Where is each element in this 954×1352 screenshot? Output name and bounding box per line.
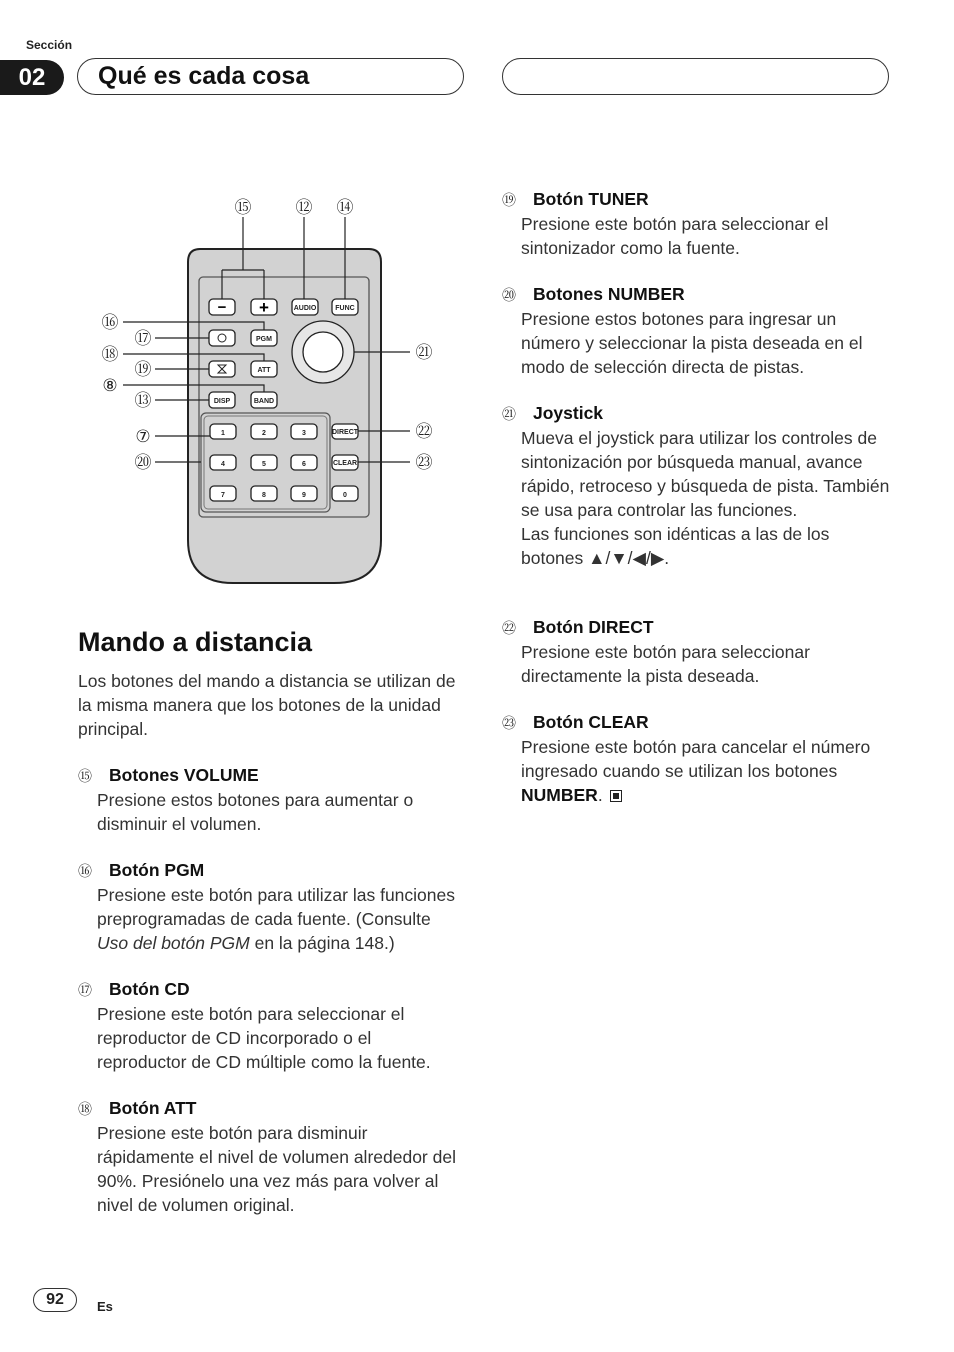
item-body: Presione este botón para cancelar el número ingresado cuando se utilizan los botones NUMBER. bbox=[521, 737, 871, 805]
callout-8: ⑧ bbox=[102, 376, 118, 395]
item-cd bbox=[78, 977, 462, 1074]
disp-label: DISP bbox=[213, 398, 231, 405]
item-number: ⑰ bbox=[78, 982, 92, 998]
callout-16: ⑯ bbox=[101, 313, 119, 332]
section-number: 02 bbox=[0, 60, 64, 95]
number-key-label: 6 bbox=[302, 461, 306, 468]
item-body: Presione este botón para seleccionar el reproductor de CD incorporado o el reproductor de CD múltiple como la fuente. bbox=[97, 1004, 431, 1072]
number-key-label: 9 bbox=[302, 492, 306, 499]
item-title: Botón ATT bbox=[109, 1098, 197, 1118]
callout-20: ⑳ bbox=[134, 453, 152, 472]
clear-label: CLEAR bbox=[332, 460, 358, 467]
number-key-label: 7 bbox=[221, 492, 225, 499]
item-title: Botón CD bbox=[109, 979, 190, 999]
item-body: Mueva el joystick para utilizar los controles de sintonización por búsqueda manual, avance rápido, retroceso y búsqueda de pista. También se usa para controlar las funciones. bbox=[521, 428, 890, 520]
number-key-label: 5 bbox=[262, 461, 266, 468]
intro-paragraph: Los botones del mando a distancia se utilizan de la misma manera que los botones de la unidad principal. bbox=[78, 671, 456, 739]
callout-18: ⑱ bbox=[101, 345, 119, 364]
item-att bbox=[78, 1096, 462, 1217]
page-title: Qué es cada cosa bbox=[98, 62, 310, 90]
callout-22: ㉒ bbox=[415, 422, 433, 441]
page-number: 92 bbox=[33, 1288, 77, 1312]
callout-14: ⑭ bbox=[336, 198, 354, 217]
item-clear bbox=[502, 710, 892, 807]
callout-17: ⑰ bbox=[134, 329, 152, 348]
number-key-label: 0 bbox=[343, 492, 347, 499]
emphasis: NUMBER bbox=[521, 785, 598, 805]
cd-button bbox=[209, 330, 235, 346]
item-number: ㉓ bbox=[502, 715, 516, 731]
pgm-label: PGM bbox=[256, 336, 272, 343]
item-body: Presione este botón para utilizar las funciones preprogramadas de cada fuente. (Consulte Uso del botón PGM en la página 148.) bbox=[97, 885, 455, 953]
cross-reference: Uso del botón PGM bbox=[97, 933, 250, 953]
item-body: Presione este botón para disminuir rápidamente el nivel de volumen alrededor del 90%. Presiónelo una vez más para volver al nivel de volumen original. bbox=[97, 1123, 456, 1215]
callout-23: ㉓ bbox=[415, 453, 433, 472]
item-title: Botones VOLUME bbox=[109, 765, 259, 785]
joystick bbox=[303, 332, 343, 372]
band-label: BAND bbox=[253, 398, 275, 405]
item-title: Botón DIRECT bbox=[533, 617, 654, 637]
remote-control-diagram bbox=[90, 185, 450, 590]
volume-minus-label: − bbox=[217, 299, 227, 316]
item-title: Botón CLEAR bbox=[533, 712, 649, 732]
item-number: ⑯ bbox=[78, 863, 92, 879]
item-direct bbox=[502, 615, 892, 688]
callout-19: ⑲ bbox=[134, 360, 152, 379]
func-label: FUNC bbox=[335, 305, 355, 312]
number-key-label: 3 bbox=[302, 430, 306, 437]
number-key-label: 2 bbox=[262, 430, 266, 437]
callout-12: ⑫ bbox=[295, 198, 313, 217]
item-pgm bbox=[78, 858, 462, 955]
att-label: ATT bbox=[257, 367, 271, 374]
item-number-buttons bbox=[502, 282, 892, 379]
number-key-label: 1 bbox=[221, 430, 225, 437]
item-tuner bbox=[502, 187, 892, 260]
item-number: ㉒ bbox=[502, 620, 516, 636]
item-volume bbox=[78, 763, 462, 836]
item-body: Presione estos botones para aumentar o disminuir el volumen. bbox=[97, 790, 414, 834]
volume-plus-label: + bbox=[259, 298, 269, 317]
item-body-extra: Las funciones son idénticas a las de los botones ▲/▼/◀/▶. bbox=[521, 524, 830, 568]
header-empty-box bbox=[502, 58, 889, 95]
section-heading: Mando a distancia bbox=[78, 627, 313, 657]
item-title: Joystick bbox=[533, 403, 604, 423]
end-mark-icon bbox=[610, 790, 622, 802]
header-title-box bbox=[77, 58, 464, 95]
item-number: ⑲ bbox=[502, 192, 516, 208]
item-number: ⑱ bbox=[78, 1101, 92, 1117]
item-number: ⑳ bbox=[502, 287, 516, 303]
number-key-label: 4 bbox=[221, 461, 225, 468]
section-label: Sección bbox=[26, 38, 73, 52]
item-joystick bbox=[502, 401, 892, 570]
callout-21: ㉑ bbox=[415, 343, 433, 362]
item-body: Presione estos botones para ingresar un número y seleccionar la pista deseada en el modo de selección directa de pistas. bbox=[521, 309, 863, 377]
callout-15: ⑮ bbox=[234, 198, 252, 217]
item-number: ㉑ bbox=[502, 406, 516, 422]
callout-7: ⑦ bbox=[135, 427, 151, 446]
audio-label: AUDIO bbox=[293, 305, 317, 312]
item-title: Botón PGM bbox=[109, 860, 205, 880]
item-title: Botones NUMBER bbox=[533, 284, 685, 304]
item-body: Presione este botón para seleccionar directamente la pista deseada. bbox=[521, 642, 810, 686]
item-title: Botón TUNER bbox=[533, 189, 649, 209]
item-body: Presione este botón para seleccionar el sintonizador como la fuente. bbox=[521, 214, 829, 258]
direct-label: DIRECT bbox=[331, 429, 359, 436]
language-code: Es bbox=[97, 1299, 113, 1314]
item-number: ⑮ bbox=[78, 768, 92, 784]
number-key-label: 8 bbox=[262, 492, 266, 499]
callout-13: ⑬ bbox=[134, 391, 152, 410]
